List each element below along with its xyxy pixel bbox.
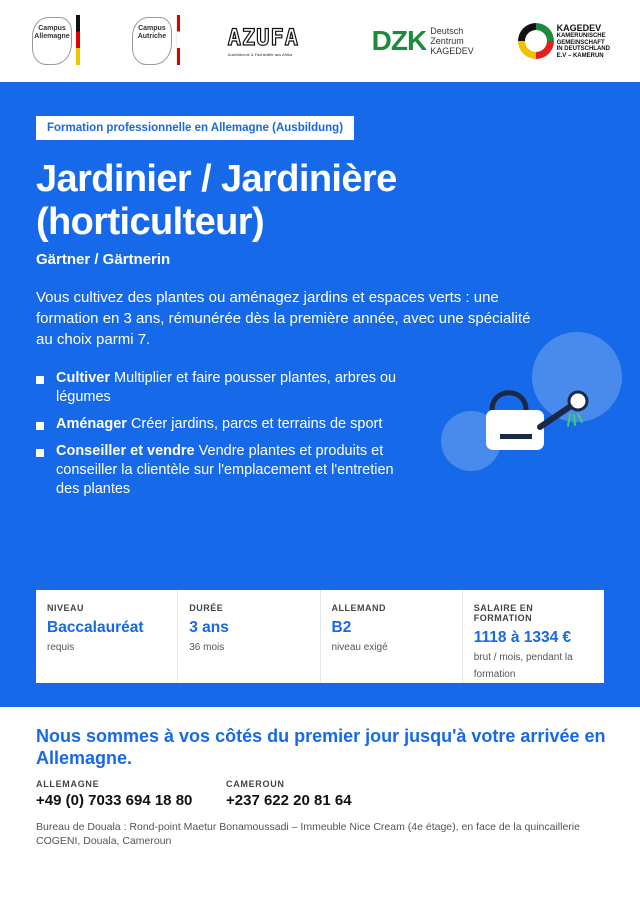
tasks-list: [36, 369, 416, 507]
azufa-logo-subtext: Ausbildende & Fachkräfte aus Afrika: [227, 51, 293, 57]
kagedev-line-2: GEMEINSCHAFT: [556, 39, 605, 46]
key-facts-panel: [36, 590, 604, 683]
dzk-line-3: KAGEDEV: [430, 46, 474, 56]
fact-german-level: [321, 590, 463, 683]
contact-label: ALLEMAGNE: [36, 779, 100, 789]
dzk-logo: [372, 25, 474, 57]
dzk-line-2: Zentrum: [430, 36, 464, 46]
phone-number[interactable]: +49 (0) 7033 694 18 80: [36, 792, 193, 809]
partner-logo-bar: [0, 0, 640, 82]
intro-paragraph: Vous cultivez des plantes ou aménagez jardins et espaces verts : une formation en 3 ans, rémunérée dès la première année, avec une spécialité au choix parmi 7.: [36, 289, 531, 348]
contact-footer: [0, 707, 640, 905]
dzk-line-1: Deutsch: [430, 26, 464, 36]
task-title: Aménager: [56, 416, 127, 432]
list-item: [36, 369, 416, 407]
fact-note: brut / mois, pendant la formation: [473, 652, 573, 680]
dzk-logo-text: [430, 26, 474, 56]
contact-cameroon: [226, 779, 352, 809]
fact-value: Baccalauréat: [47, 619, 144, 636]
bullet-square-icon: [36, 422, 44, 430]
fact-value: 1118 à 1334 €: [473, 629, 572, 646]
list-item: [36, 442, 416, 499]
task-description: Vendre plantes et produits et conseiller la clientèle sur l'emplacement et l'entretien des plantes: [56, 443, 394, 497]
campus-allemagne-logo: [28, 13, 84, 69]
german-flag-icon: [76, 15, 80, 65]
bullet-square-icon: [36, 376, 44, 384]
campus-allemagne-logo-text: Campus Allemagne: [34, 25, 70, 40]
austrian-flag-icon: [176, 15, 180, 65]
kagedev-name: KAGEDEV: [556, 23, 602, 33]
hero-section: [0, 82, 640, 707]
kagedev-logo-text: [557, 23, 610, 59]
kagedev-logo: [518, 23, 610, 59]
task-title: Cultiver: [56, 370, 110, 386]
fact-note: 36 mois: [189, 642, 225, 653]
dzk-logo-mark: DZK: [371, 25, 427, 56]
fact-note: niveau exigé: [331, 642, 388, 653]
contact-germany: [36, 779, 192, 809]
fact-label: DURÉE: [189, 603, 224, 613]
footer-headline: Nous sommes à vos côtés du premier jour jusqu'à votre arrivée en Allemagne.: [36, 726, 606, 768]
office-address: Bureau de Douala : Rond-point Maetur Bonamoussadi – Immeuble Nice Cream (4e étage), en face de la quincaillerie COGENI, Douala, Cameroun: [36, 821, 580, 847]
fact-duration: [178, 590, 320, 683]
task-description: Créer jardins, parcs et terrains de sport: [126, 416, 383, 432]
bullet-square-icon: [36, 449, 44, 457]
kagedev-line-4: E.V – KAMERUN: [556, 52, 604, 59]
task-title: Conseiller et vendre: [56, 443, 195, 459]
fact-level: [36, 590, 178, 683]
campus-autriche-logo-text: Campus Autriche: [137, 25, 167, 40]
azufa-logo: [228, 21, 328, 61]
fact-label: ALLEMAND: [331, 603, 386, 613]
fact-salary: [463, 590, 604, 683]
german-job-title: Gärtner / Gärtnerin: [36, 251, 171, 268]
fact-label: NIVEAU: [47, 603, 85, 613]
azufa-logo-text: AZUFA: [227, 25, 300, 51]
page-title: Jardinier / Jardinière (horticulteur): [36, 158, 397, 243]
fact-label: SALAIRE EN FORMATION: [473, 603, 534, 623]
kagedev-emblem-icon: [518, 23, 554, 59]
task-description: Multiplier et faire pousser plantes, arbres ou légumes: [56, 370, 397, 405]
phone-number[interactable]: +237 622 20 81 64: [226, 792, 352, 809]
fact-value: B2: [331, 619, 352, 636]
kagedev-line-1: KAMERUNISCHE: [556, 33, 606, 39]
kagedev-line-3: IN DEUTSCHLAND: [556, 46, 610, 52]
campus-autriche-logo: [128, 13, 184, 69]
watering-tool-icon: [482, 382, 594, 458]
fact-note: requis: [47, 642, 75, 653]
category-tag: Formation professionnelle en Allemagne (Ausbildung): [36, 116, 354, 140]
fact-value: 3 ans: [189, 619, 229, 636]
contact-label: CAMEROUN: [226, 779, 285, 789]
list-item: [36, 415, 416, 434]
